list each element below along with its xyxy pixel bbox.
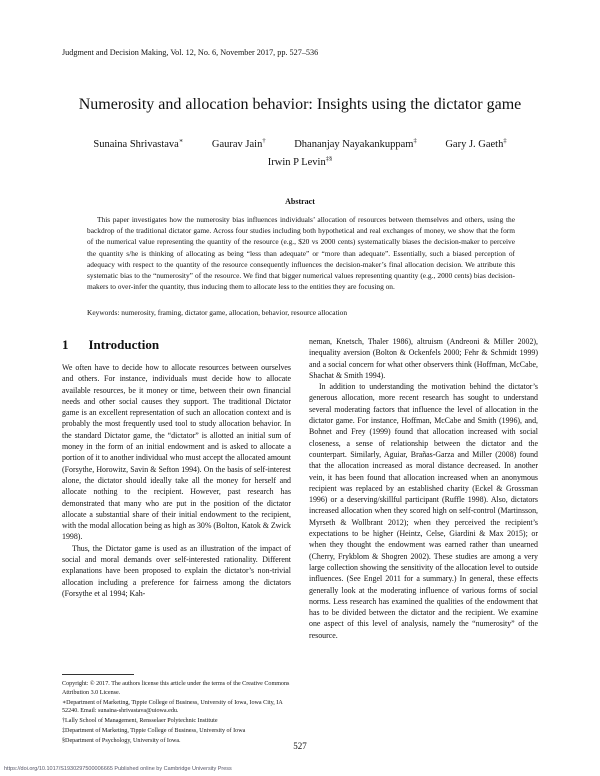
author: Gaurav Jain† <box>211 137 266 150</box>
author-line-2 <box>0 155 600 168</box>
footnotes <box>62 680 291 747</box>
author: Dhananjay Nayakankuppam‡ <box>294 137 417 150</box>
paragraph: We often have to decide how to allocate resources between ourselves and others. For instance, individuals must decide how to allocate available resources, be it money or time, between their own financial needs and other social causes they support. The traditional Dictator game is an excellent representation of such an allocation context and is probably the most frequently used tool to study allocation behavior. In the standard Dictator game, the “dictator” is allotted an initial sum of money in the form of an initial endowment and is asked to allocate a portion of it to another individual who must accept the allocated amount (Forsythe, Horowitz, Savin & Sefton 1994). On the basis of self-interest alone, the dictator should ideally take all the money for herself and allocate nothing to the recipient. However, past research has demonstrated that many who are put in the position of the dictator allocate a substantial share of their initial endowment to the recipient, with the modal allocation being as high as 30% (Bolton, Katok & Zwick 1998). <box>62 363 292 542</box>
keywords: Keywords: numerosity, framing, dictator game, allocation, behavior, resource allocation <box>87 308 348 317</box>
paragraph: In addition to understanding the motivation behind the dictator’s generous allocation, more recent research has sought to understand several moderating factors that influence the level of allocation in the dictator game. For instance, Hoffman, McCabe and Smith (1996), and, Bohnet and Frey (1999) found that allocation increased with social closeness, a sense of relationship between the dictator and the counterpart. Similarly, Aguiar, Brañas-Garza and Miller (2008) found that the allocation increased as moral distance decreased. In another vein, it has been found that allocation increased when an anonymous recipient was replaced by an established charity (Eckel & Grossman 1996) or a deserving/skillful participant (Ruffle 1998). Also, dictators increased allocation when they scored high on self-control (Martinsson, Myrseth & Wollbrant 2012); when they perceived the recipient’s expectations to be higher (Heintz, Celse, Giardini & Max 2015); or when they thought the endowment was earned rather than unearned (Cherry, Frykblom & Shogren 2002). These studies are among a very large collection showing the sensitivity of the allocation level to outside influences. (See Engel 2011 for a summary.) In general, these effects generally look at the moderating influence of various forms of social norms. Less research has examined the qualities of the endowment that has to be divided between the dictator and the recipient. We examine one aspect of this level of analysis, namely the “numerosity” of the resource. <box>309 382 538 640</box>
doi-footer-link[interactable]: https://doi.org/10.1017/S1930297500006665 Published online by Cambridge University Press <box>4 766 232 772</box>
abstract-heading: Abstract <box>285 197 315 206</box>
footnote: ‡Department of Marketing, Tippie College of Business, University of Iowa <box>62 728 246 735</box>
abstract-text: This paper investigates how the numerosity bias influences individuals’ allocation of resources between themselves and others, using the backdrop of the traditional dictator game. Across four studies including both hypothetical and real exchanges of money, we show that the form of the numerical value representing the quantity of the resource (e.g., $20 vs 2000 cents) systematically biases the decision-maker to perceive the quantity s/he is thinking of allocating as being “less than adequate” or “more than adequate”. Essentially, such a biased perception of adequacy with respect to the quantity of the resource consequently influences the decision-maker’s final allocation decision. We attribute this systematic bias to the “numerosity” of the resource. We find that bigger numerical values representing quantity (e.g., 2000 cents) bias decision-makers to over-infer the quantity, thus inducing them to allocate less to the entities they are focusing on. <box>87 215 515 292</box>
section-title: Introduction <box>88 337 160 352</box>
author: Sunaina Shrivastava∗ <box>93 137 184 150</box>
footnote: Copyright: © 2017. The authors license this article under the terms of the Creative Commons Attribution 3.0 License. <box>62 681 290 696</box>
footnote: §Department of Psychology, University of Iowa. <box>62 738 181 745</box>
paragraph: neman, Knetsch, Thaler 1986), altruism (Andreoni & Miller 2002), inequality aversion (Bolton & Ockenfels 2000; Fehr & Schmidt 1999) and a social concern for what other observers think (Hoffman, McCabe, Shachat & Smith 1994). <box>309 337 538 380</box>
author: Gary J. Gaeth‡ <box>445 137 507 150</box>
footnote: ∗Department of Marketing, Tippie College of Business, University of Iowa, Iowa City, IA 52240. Email: sunaina-shrivastava@uiowa.edu. <box>62 699 283 715</box>
footnote-rule <box>62 674 134 675</box>
section-heading <box>62 337 179 353</box>
paragraph: Thus, the Dictator game is used as an illustration of the impact of social and moral demands over self-interested rationality. Different explanations have been proposed to explain the dictator’s non-trivial allocation including a preference for fairness among the dictators (Forsythe et al 1994; Kah- <box>62 543 291 598</box>
right-column <box>309 336 538 641</box>
author: Irwin P Levin‡§ <box>267 155 333 168</box>
left-column <box>62 362 291 599</box>
page-number: 527 <box>293 741 307 751</box>
footnote: †Lally School of Management, Rensselaer Polytechnic Institute <box>62 718 218 725</box>
paper-title: Numerosity and allocation behavior: Insights using the dictator game <box>78 96 522 113</box>
journal-citation: Judgment and Decision Making, Vol. 12, No. 6, November 2017, pp. 527–536 <box>62 48 319 57</box>
author-line-1 <box>0 136 600 150</box>
section-number: 1 <box>62 337 69 352</box>
